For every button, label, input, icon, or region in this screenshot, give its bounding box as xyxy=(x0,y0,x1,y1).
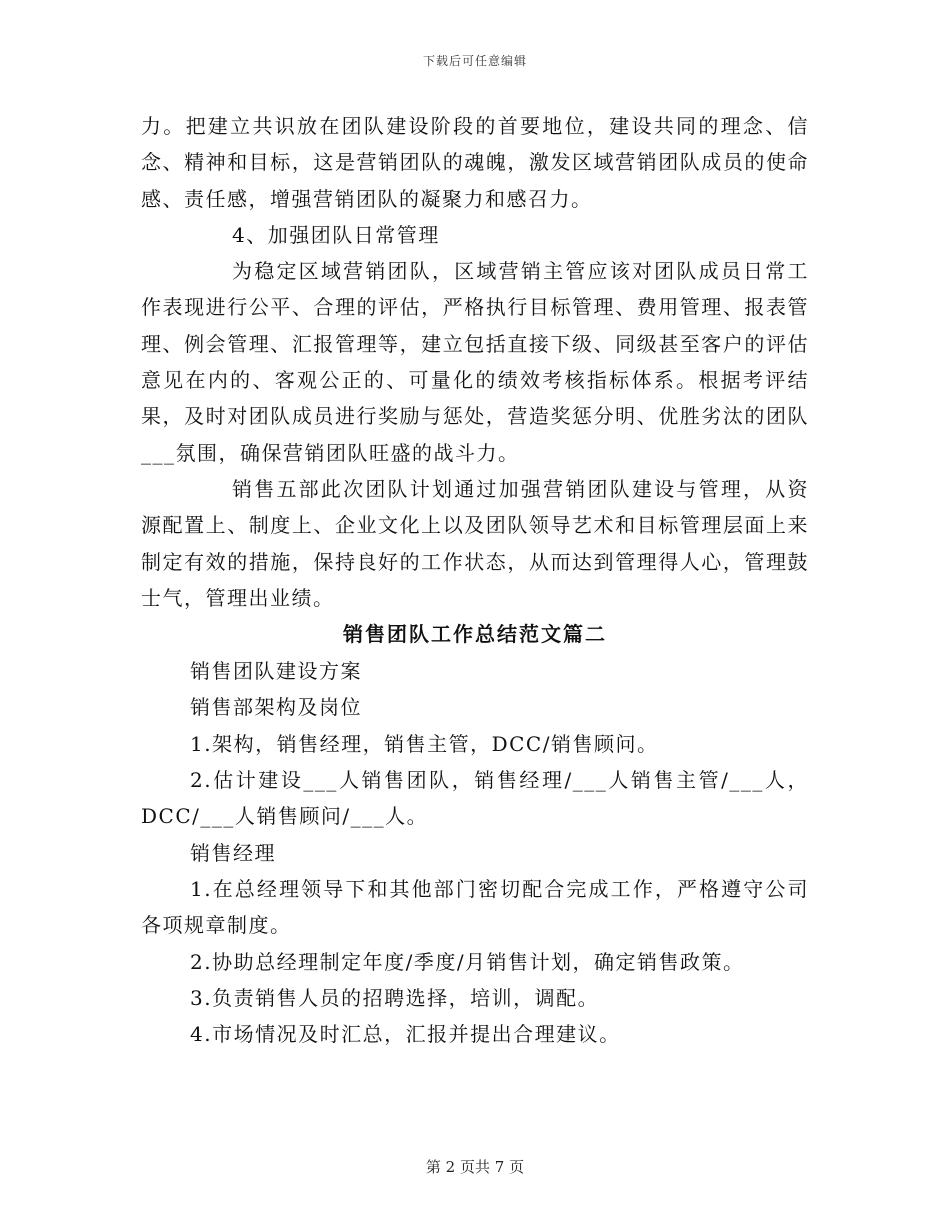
list-item: 3.负责销售人员的招聘选择，培训，调配。 xyxy=(190,985,600,1010)
section-line: 销售团队建设方案 xyxy=(190,659,362,684)
section-line: 销售部架构及岗位 xyxy=(190,695,362,720)
paragraph-continuation: 力。把建立共识放在团队建设阶段的首要地位，建设共同的理念、信念、精神和目标，这是营销团队的魂魄，激发区域营销团队成员的使命感、责任感，增强营销团队的凝聚力和感召力。 xyxy=(141,114,809,211)
page-footer: 第 2 页共 7 页 xyxy=(425,1158,525,1176)
section-title: 销售团队工作总结范文篇二 xyxy=(343,622,607,647)
paragraph: 销售五部此次团队计划通过加强营销团队建设与管理，从资源配置上、制度上、企业文化上以及团队领导艺术和目标管理层面上来制定有效的措施，保持良好的工作状态，从而达到管理得人心，管理鼓士气，管理出业绩。 xyxy=(141,476,809,610)
subheading: 4、加强团队日常管理 xyxy=(232,222,440,247)
body-text xyxy=(141,108,809,1052)
list-item: 1.架构，销售经理，销售主管，DCC/销售顾问。 xyxy=(190,731,659,756)
page-header: 下载后可任意编辑 xyxy=(422,54,527,68)
list-item: 2.协助总经理制定年度/季度/月销售计划，确定销售政策。 xyxy=(190,949,745,974)
section-line: 销售经理 xyxy=(190,840,276,865)
list-item: 2.估计建设___人销售团队，销售经理/___人销售主管/___人，DCC/___人销售顾问/___人。 xyxy=(141,768,809,829)
list-item: 4.市场情况及时汇总，汇报并提出合理建议。 xyxy=(190,1022,621,1047)
paragraph: 为稳定区域营销团队，区域营销主管应该对团队成员日常工作表现进行公平、合理的评估，严格执行目标管理、费用管理、报表管理、例会管理、汇报管理等，建立包括直接下级、同级甚至客户的评估意见在内的、客观公正的、可量化的绩效考核指标体系。根据考评结果，及时对团队成员进行奖励与惩处，营造奖惩分明、优胜劣汰的团队___氛围，确保营销团队旺盛的战斗力。 xyxy=(141,259,809,465)
list-item: 1.在总经理领导下和其他部门密切配合完成工作，严格遵守公司各项规章制度。 xyxy=(141,876,809,938)
